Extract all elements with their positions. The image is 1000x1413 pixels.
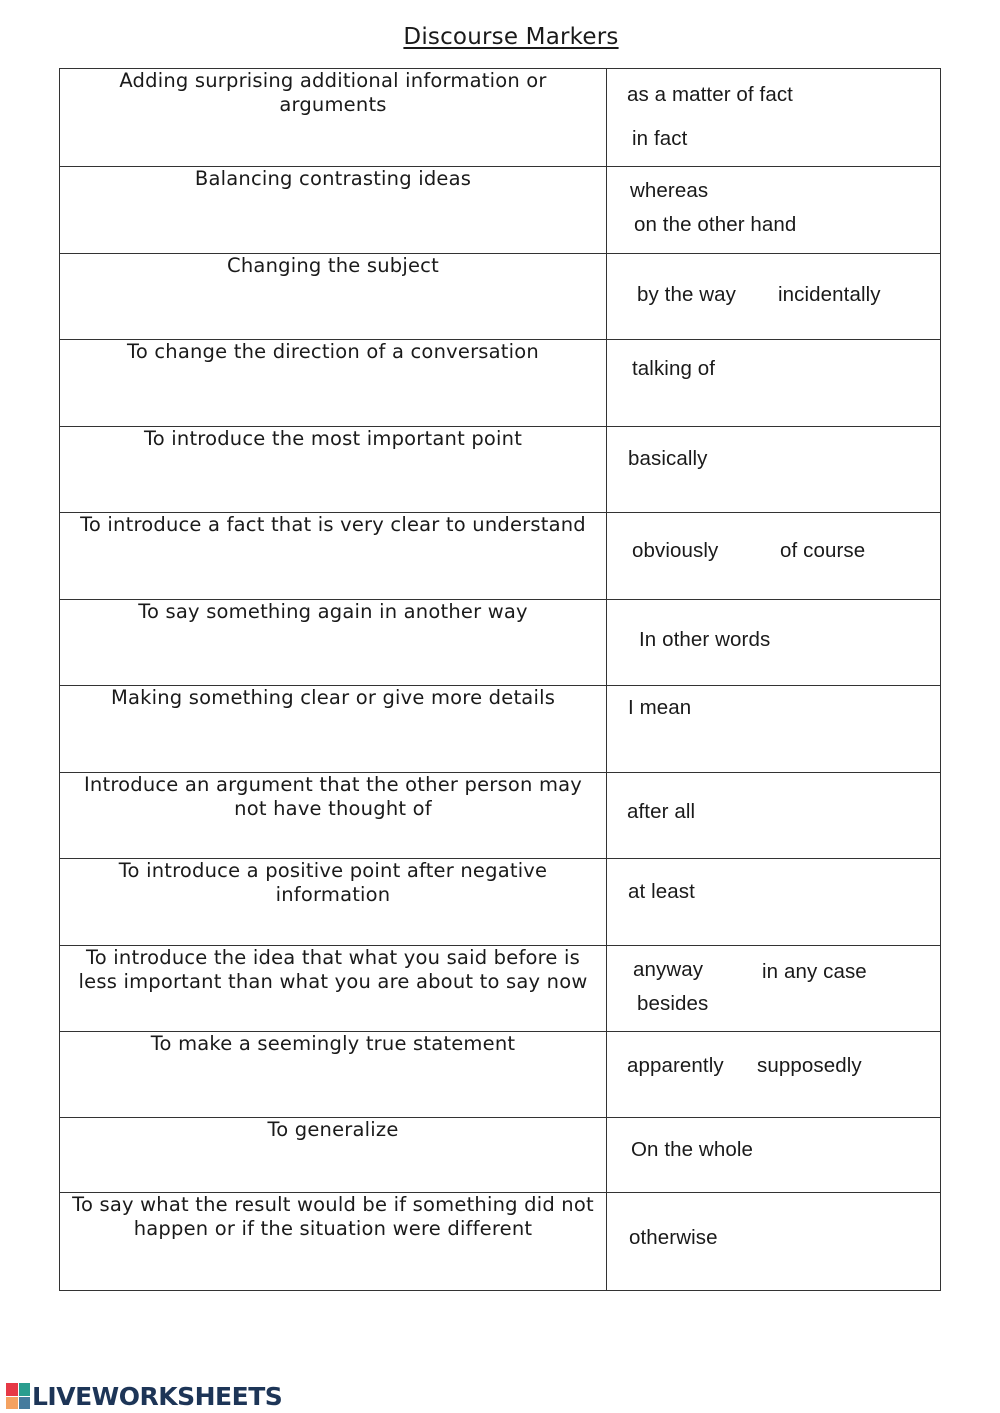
marker-cell <box>607 773 941 859</box>
purpose-text: To introduce the idea that what you said before is less important than what you are about to say now <box>78 946 588 993</box>
purpose-cell <box>60 427 607 513</box>
marker-cell <box>607 600 941 686</box>
purpose-cell <box>60 686 607 773</box>
table-row <box>60 340 941 427</box>
table-row <box>60 686 941 773</box>
marker-cell <box>607 1193 941 1291</box>
marker-cell <box>607 946 941 1032</box>
discourse-markers-table <box>59 68 941 1291</box>
purpose-cell <box>60 513 607 600</box>
marker-cell <box>607 254 941 340</box>
purpose-cell <box>60 340 607 427</box>
discourse-marker: I mean <box>628 696 692 719</box>
liveworksheets-logo[interactable] <box>6 1380 282 1412</box>
discourse-marker: after all <box>627 800 696 823</box>
discourse-marker: whereas <box>630 179 709 202</box>
purpose-text: Adding surprising additional information or arguments <box>119 69 547 116</box>
discourse-marker: anyway <box>633 958 704 981</box>
marker-cell <box>607 427 941 513</box>
discourse-marker: of course <box>780 539 866 562</box>
purpose-cell <box>60 69 607 167</box>
purpose-cell <box>60 600 607 686</box>
discourse-marker: apparently <box>627 1054 724 1077</box>
liveworksheets-logo-icon <box>6 1383 30 1409</box>
purpose-text: Introduce an argument that the other person may not have thought of <box>83 773 583 820</box>
table-row <box>60 600 941 686</box>
marker-cell <box>607 340 941 427</box>
purpose-text: Balancing contrasting ideas <box>194 167 472 190</box>
purpose-cell <box>60 946 607 1032</box>
table-row <box>60 1193 941 1291</box>
purpose-cell <box>60 1193 607 1291</box>
discourse-marker: by the way <box>637 283 736 306</box>
discourse-marker: in fact <box>632 127 688 150</box>
table-row <box>60 69 941 167</box>
discourse-marker: on the other hand <box>634 213 797 236</box>
discourse-marker: in any case <box>762 960 867 983</box>
purpose-cell <box>60 773 607 859</box>
discourse-marker: at least <box>628 880 695 903</box>
discourse-marker: In other words <box>639 628 771 651</box>
table-row <box>60 254 941 340</box>
table-row <box>60 1118 941 1193</box>
table-body <box>60 69 941 1291</box>
table-row <box>60 427 941 513</box>
discourse-marker: otherwise <box>629 1226 718 1249</box>
discourse-marker: as a matter of fact <box>627 83 793 106</box>
purpose-cell <box>60 1032 607 1118</box>
purpose-cell <box>60 167 607 254</box>
purpose-text: To generalize <box>267 1118 399 1141</box>
table-row <box>60 1032 941 1118</box>
marker-cell <box>607 1032 941 1118</box>
purpose-cell <box>60 254 607 340</box>
table-row <box>60 167 941 254</box>
marker-cell <box>607 859 941 946</box>
table-row <box>60 773 941 859</box>
purpose-text: Making something clear or give more details <box>110 686 556 709</box>
discourse-marker: basically <box>628 447 708 470</box>
purpose-text: To change the direction of a conversation <box>127 340 539 363</box>
table-row <box>60 513 941 600</box>
purpose-text: Changing the subject <box>227 254 439 277</box>
logo-text: LIVEWORKSHEETS <box>32 1381 283 1411</box>
purpose-cell <box>60 859 607 946</box>
purpose-text: To introduce a fact that is very clear to understand <box>80 513 586 536</box>
discourse-marker: supposedly <box>757 1054 862 1077</box>
marker-cell <box>607 167 941 254</box>
table-row <box>60 859 941 946</box>
discourse-marker: incidentally <box>778 283 881 306</box>
marker-cell <box>607 69 941 167</box>
table-row <box>60 946 941 1032</box>
discourse-marker: obviously <box>632 539 719 562</box>
page-title: Discourse Markers <box>403 24 619 50</box>
purpose-text: To say what the result would be if something did not happen or if the situation were different <box>72 1193 594 1240</box>
purpose-text: To make a seemingly true statement <box>150 1032 516 1055</box>
marker-cell <box>607 513 941 600</box>
marker-cell <box>607 686 941 773</box>
discourse-marker: besides <box>637 992 709 1015</box>
purpose-text: To introduce the most important point <box>143 427 523 450</box>
purpose-text: To say something again in another way <box>138 600 528 623</box>
purpose-text: To introduce a positive point after negative information <box>118 859 548 906</box>
purpose-cell <box>60 1118 607 1193</box>
discourse-marker: talking of <box>632 357 716 380</box>
marker-cell <box>607 1118 941 1193</box>
discourse-marker: On the whole <box>631 1138 753 1161</box>
